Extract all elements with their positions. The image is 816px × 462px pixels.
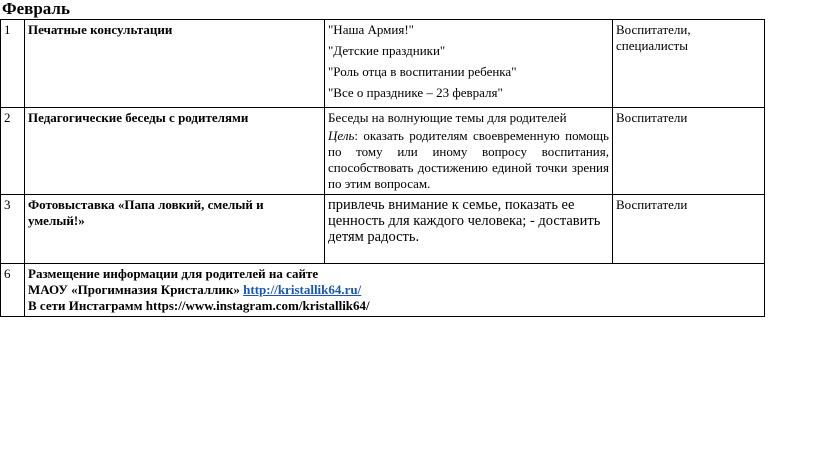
table-row — [1, 108, 765, 195]
row-number: 6 — [1, 264, 25, 317]
goal-text — [328, 128, 609, 192]
table-row — [1, 195, 765, 264]
event-content: привлечь внимание к семье, показать ее ценность для каждого человека; - доставить детям радость. — [325, 195, 613, 264]
row-number: 3 — [1, 195, 25, 264]
responsible: Воспитатели, специалисты — [613, 20, 765, 108]
table-row — [1, 20, 765, 108]
list-item: "Детские праздники" — [328, 43, 446, 58]
event-title: Фотовыставка «Папа ловкий, смелый и умелый!» — [25, 195, 325, 264]
month-heading: Февраль — [2, 0, 70, 18]
school-name: МАОУ «Прогимназия Кристаллик» — [28, 282, 244, 297]
instagram-line: В сети Инстаграмм https://www.instagram.com/kristallik64/ — [28, 298, 370, 313]
table-row — [1, 264, 765, 317]
row-number: 1 — [1, 20, 25, 108]
list-item: "Роль отца в воспитании ребенка" — [328, 64, 517, 79]
event-title: Педагогические беседы с родителями — [25, 108, 325, 195]
responsible: Воспитатели — [613, 108, 765, 195]
list-item: "Наша Армия!" — [328, 22, 414, 37]
goal-label: Цель — [328, 128, 355, 143]
site-info-line — [28, 282, 761, 298]
topic-text: Беседы на волнующие темы для родителей — [328, 110, 567, 125]
site-info — [25, 264, 765, 317]
events-table — [0, 19, 765, 317]
goal-description: : оказать родителям своевременную помощь по тому или иному вопросу воспитания, способствовать достижению единой точки зрения по этим вопросам. — [328, 128, 609, 191]
consultation-list — [325, 20, 613, 108]
event-title: Печатные консультации — [25, 20, 325, 108]
responsible: Воспитатели — [613, 195, 765, 264]
website-link[interactable]: http://kristallik64.ru/ — [243, 282, 362, 297]
list-item: "Все о празднике – 23 февраля" — [328, 85, 503, 100]
event-content — [325, 108, 613, 195]
row-number: 2 — [1, 108, 25, 195]
site-info-line: Размещение информации для родителей на сайте — [28, 266, 319, 281]
